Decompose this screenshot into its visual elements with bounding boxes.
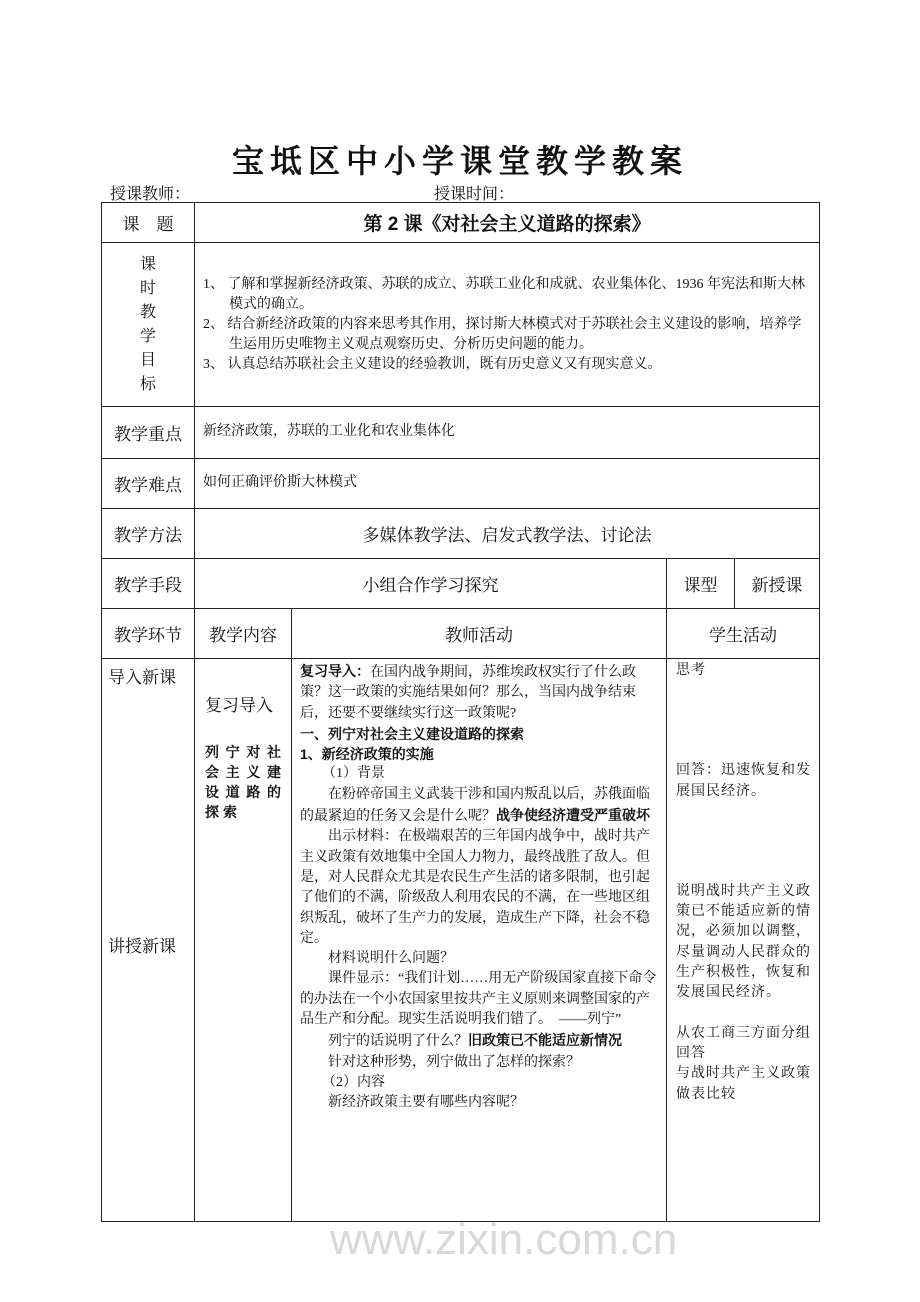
document-title: 宝坻区中小学课堂教学教案 — [231, 143, 688, 179]
difficulty-label: 教学难点 — [102, 459, 195, 509]
paragraph: 出示材料：在极端艰苦的三年国内战争中，战时共产主义政策有效地集中全国人力物力，最终战胜了敌人。但是，对人民群众尤其是农民生产生活的诸多限制，也引起了他们的不满，阶级敌人利用农民的不满，在一些地区组织叛乱，破坏了生产力的发展，造成生产下降，社会不稳定。 — [300, 829, 650, 946]
objective-item: 3、 认真总结苏联社会主义建设的经验教训，既有历史意义又有现实意义。 — [203, 356, 662, 372]
label-char: 学 — [139, 327, 156, 345]
student-item: 思考 — [676, 663, 706, 678]
objective-item: 1、 了解和掌握新经济政策、苏联的成立、苏联工业化和成就、农业集体化、1936 年宪法和斯大林模式的确立。 — [203, 276, 805, 312]
label-char: 教 — [139, 303, 156, 321]
objective-item: 2、 结合新经济政策的内容来思考其作用，探讨斯大林模式对于苏联社会主义建设的影响，培养学生运用历史唯物主义观点观察历史、分析历史问题的能力。 — [203, 316, 802, 352]
content-review: 复习导入 — [205, 696, 273, 715]
time-label: 授课时间： — [434, 186, 515, 203]
background-heading: （1）背景 — [322, 766, 385, 782]
text: 在粉碎帝国主义武装干涉和国内叛乱以后，苏俄面临的最紧迫的任务又会是什么呢？ — [300, 786, 650, 825]
type-value: 新授课 — [735, 559, 820, 609]
means-value: 小组合作学习探究 — [195, 559, 667, 609]
stage-cell — [102, 659, 195, 1222]
teacher-label: 授课教师： — [110, 186, 191, 203]
content-heading: （2）内容 — [322, 1074, 385, 1090]
objectives-label — [102, 243, 195, 407]
paragraph: 新经济政策主要有哪些内容呢？ — [328, 1095, 524, 1111]
content-topic: 列宁对社会主义建设道路的探索 — [205, 744, 285, 820]
key-label: 教学重点 — [102, 407, 195, 459]
key-value: 新经济政策，苏联的工业化和农业集体化 — [195, 407, 820, 459]
text: 在国内战争期间，苏维埃政权实行了什么政策？这一政策的实施结果如何？那么，当国内战争结束后，还要不要继续实行这一政策呢? — [300, 665, 636, 721]
stage-teach: 讲授新课 — [108, 937, 176, 956]
paragraph: 课件显示：“我们计划……用无产阶级国家直接下命令的办法在一个小农国家里按共产主义原则来调整国家的产品生产和分配。现实生活说明我们错了。 ——列宁” — [300, 971, 657, 1028]
bold-lead: 复习导入： — [300, 663, 370, 679]
lesson-plan-table — [101, 202, 820, 1222]
label-char: 标 — [139, 375, 156, 393]
teacher-activity — [292, 659, 667, 1222]
subsection-heading: 1、新经济政策的实施 — [300, 746, 434, 763]
label-char: 时 — [139, 279, 156, 297]
student-item: 说明战时共产主义政策已不能适应新的情况，必须加以调整，尽量调动人民群众的生产积极性，恢复和发展国民经济。 — [676, 883, 811, 1001]
type-label: 课型 — [667, 559, 735, 609]
paragraph — [300, 1030, 660, 1052]
student-item: 与战时共产主义政策做表比较 — [676, 1066, 811, 1102]
header-stage: 教学环节 — [102, 609, 195, 659]
bold-answer: 旧政策已不能适应新情况 — [468, 1032, 622, 1049]
text: 列宁的话说明了什么？ — [328, 1034, 468, 1050]
method-label: 教学方法 — [102, 509, 195, 559]
student-item: 回答：迅速恢复和发展国民经济。 — [676, 763, 811, 799]
review-intro — [300, 661, 660, 724]
difficulty-value: 如何正确评价斯大林模式 — [195, 459, 820, 509]
label-char: 课 — [139, 255, 156, 273]
objectives-list — [195, 243, 820, 407]
label-char: 目 — [139, 351, 156, 369]
header-student: 学生活动 — [667, 609, 820, 659]
content-cell — [195, 659, 292, 1222]
method-value: 多媒体教学法、启发式教学法、讨论法 — [195, 509, 820, 559]
student-activity — [667, 659, 820, 1222]
section-heading: 一、列宁对社会主义建设道路的探索 — [300, 725, 524, 742]
paragraph: 材料说明什么问题？ — [328, 951, 454, 967]
topic-label: 课 题 — [102, 203, 195, 243]
bold-answer: 战争使经济遭受严重破坏 — [496, 807, 650, 824]
paragraph: 针对这种形势，列宁做出了怎样的探索？ — [328, 1054, 580, 1070]
header-teacher: 教师活动 — [292, 609, 667, 659]
stage-intro: 导入新课 — [108, 668, 176, 687]
student-item: 从农工商三方面分组回答 — [676, 1025, 811, 1061]
means-label: 教学手段 — [102, 559, 195, 609]
paragraph — [300, 785, 660, 828]
header-content: 教学内容 — [195, 609, 292, 659]
topic-value: 第 2 课《对社会主义道路的探索》 — [195, 203, 820, 243]
watermark: www.zixin.com.cn — [330, 1215, 678, 1264]
